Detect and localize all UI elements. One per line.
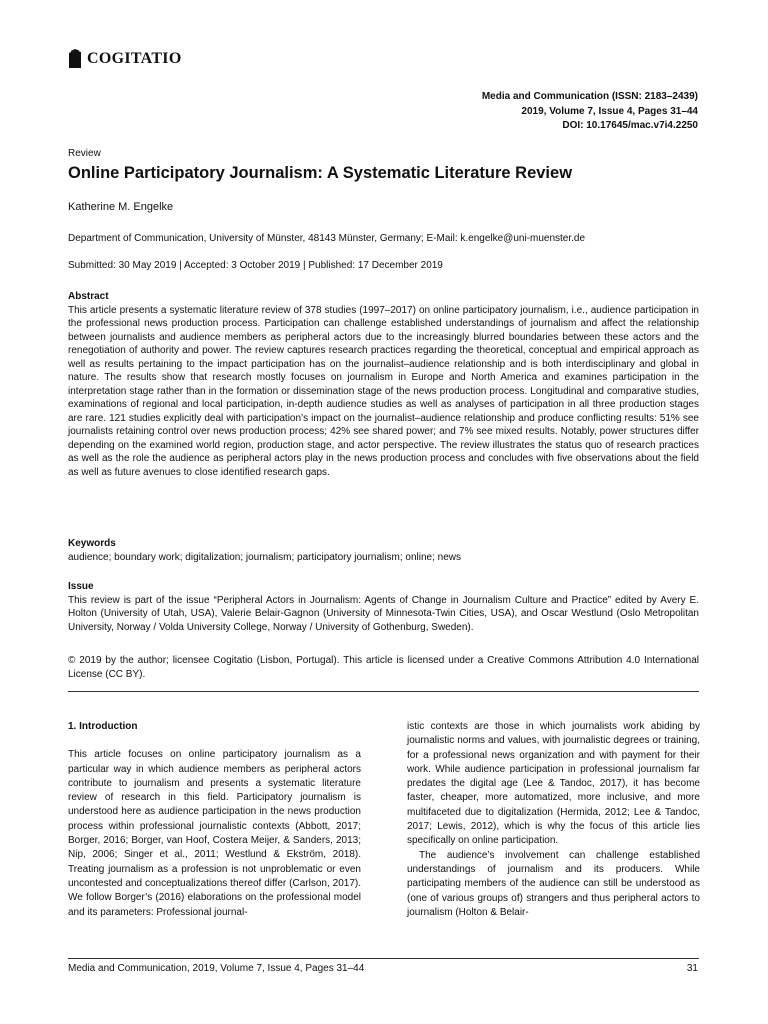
body-column-right [407, 720, 700, 920]
publisher-name: COGITATIO [87, 50, 182, 67]
keywords-section [68, 537, 699, 564]
abstract-text: This article presents a systematic literature review of 378 studies (1997–2017) on online participatory journalism, i.e., audience participation in the professional news production process. Participation can challenge established understandings of journalism and affect the relationship between journalists and audience members as peripheral actors due to the increasingly blurred boundaries between these actors and the renegotiation of authority and power. The review captures research practices regarding the theoretical, conceptual and empirical approach as well as results pertaining to the impact participation has on the journalist–audience relationship and is both interdisciplinary and global in nature. The results show that research mostly focuses on journalism in Europe and North America and examines participation in the interpretation stage rather than in the formation or dissemination stage of the news production process. Longitudinal and comparative studies, examinations of regional and local participation, in-depth audience studies as well as analyses of participation in all three production stages are rare. 121 studies explicitly deal with participation’s impact on the journalist–audience relationship and produce conflicting results: 51% see journalists retaining control over news production process; 42% see shared power; and 7% see mixed results. Notably, power structures differ depending on the examined world region, production stage, and actor perspective. The review illustrates the status quo of research practices as well as the role the audience as peripheral actors play in the news production process and concludes with five observations about the field as well as future avenues to close identified research gaps. [68, 304, 699, 478]
issue-text: This review is part of the issue “Peripheral Actors in Journalism: Agents of Change in Journalism Culture and Practice” edited by Avery E. Holton (University of Utah, USA), Valerie Belair-Gagnon (University of Minnesota-Twin Cities, USA), and Oscar Westlund (Oslo Metropolitan University, Norway / Volda University College, Norway / University of Gothenburg, Sweden). [68, 594, 699, 633]
publisher-logo [68, 48, 182, 70]
author-affiliation: Department of Communication, University of Münster, 48143 Münster, Germany; E-Mail: k.engelke@uni-muenster.de [68, 233, 586, 244]
section-heading-introduction: 1. Introduction [68, 721, 138, 732]
abstract-heading: Abstract [68, 291, 109, 302]
body-paragraph: istic contexts are those in which journalists work abiding by journalistic norms and values, with journalistic degrees or training, for a professional news organization and with payment for their work. While audience participation in professional journalism far predates the digital age (Lee & Tandoc, 2017), it has become faster, cheaper, more automatized, more inclusive, and more multifaceted due to digitalization (Hermida, 2012; Lee & Tandoc, 2017; Lewis, 2012), which is why the focus of this article lies specifically on online participation. [407, 721, 700, 847]
keywords-heading: Keywords [68, 538, 116, 549]
body-paragraph: This article focuses on online participatory journalism as a particular way in which audience members as peripheral actors contribute to journalism and presents a systematic literature review of research in this field. Participatory journalism is understood here as audience participation in the news production process within professional journalistic contexts (Abbott, 2017; Borger, 2016; Borger, van Hoof, Costera Meijer, & Sanders, 2013; Nip, 2006; Singer et al., 2011; Westlund & Ekström, 2018). Treating journalism as a profession is not unproblematic or even uncontested and conceptualizations thereof differ (Carlson, 2017). We follow Borger’s (2016) elaborations on the professional model and its parameters: Professional journal- [68, 749, 361, 918]
header-divider [68, 691, 699, 692]
body-paragraph: The audience’s involvement can challenge established understandings of journalism and its producers. While participating members of the audience can still be understood as (one of various groups of) strangers and thus peripheral actors to journalism (Holton & Belair- [407, 849, 700, 918]
journal-doi[interactable]: DOI: 10.17645/mac.v7i4.2250 [562, 120, 698, 131]
footer-divider [68, 958, 699, 959]
article-title: Online Participatory Journalism: A Systematic Literature Review [68, 164, 573, 182]
journal-name: Media and Communication (ISSN: 2183–2439) [481, 91, 698, 102]
keywords-text: audience; boundary work; digitalization; journalism; participatory journalism; online; news [68, 551, 461, 563]
abstract-section [68, 290, 699, 479]
journal-info [482, 90, 698, 134]
page-number: 31 [686, 963, 698, 974]
article-type: Review [68, 148, 101, 159]
article-author: Katherine M. Engelke [68, 201, 174, 213]
cogitatio-logo-icon [68, 49, 82, 69]
issue-heading: Issue [68, 581, 94, 592]
footer-citation: Media and Communication, 2019, Volume 7, Issue 4, Pages 31–44 [68, 963, 365, 974]
publication-dates: Submitted: 30 May 2019 | Accepted: 3 October 2019 | Published: 17 December 2019 [68, 260, 443, 271]
license-text: © 2019 by the author; licensee Cogitatio (Lisbon, Portugal). This article is licensed under a Creative Commons Attribution 4.0 International License (CC BY). [68, 655, 699, 680]
body-column-left [68, 720, 361, 920]
journal-volume: 2019, Volume 7, Issue 4, Pages 31–44 [521, 105, 698, 117]
issue-section [68, 580, 699, 634]
